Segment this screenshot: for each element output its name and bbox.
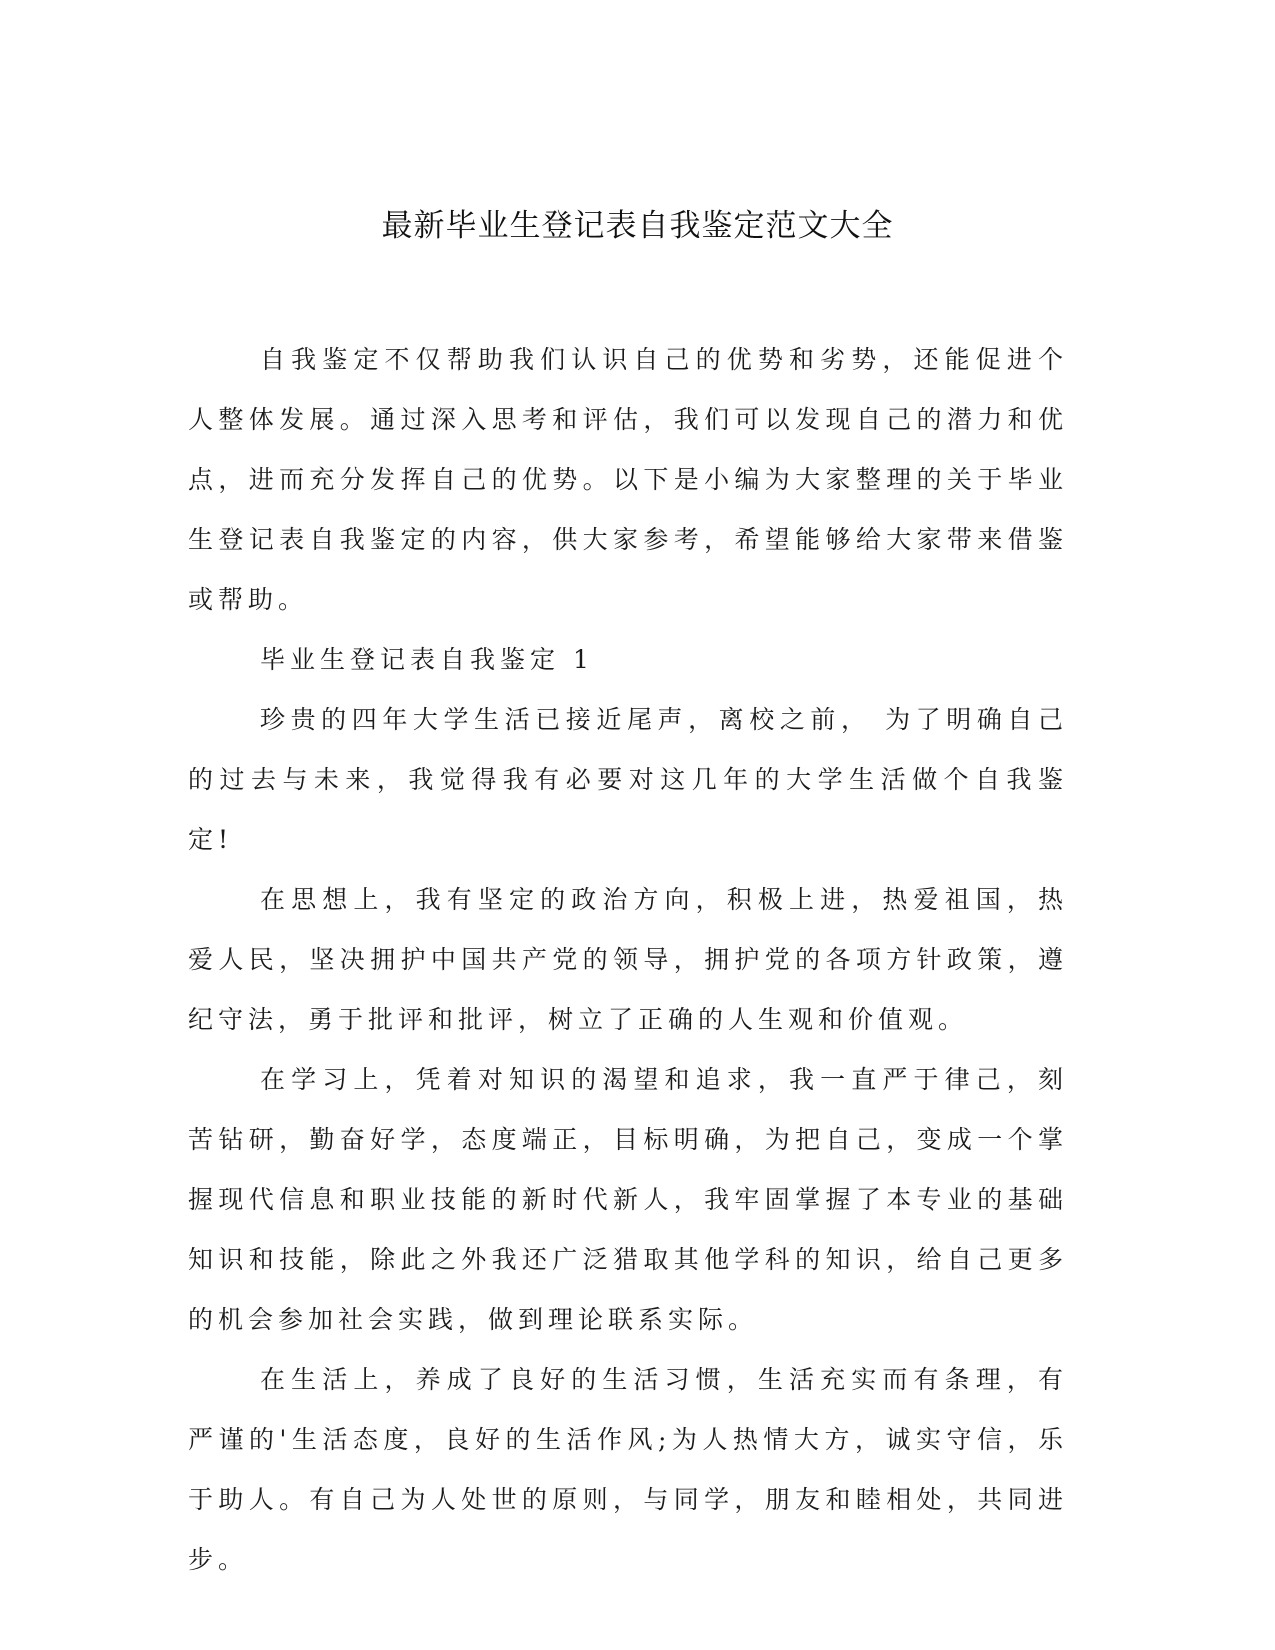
intro-paragraph: 自我鉴定不仅帮助我们认识自己的优势和劣势，还能促进个人整体发展。通过深入思考和评估，我们可以发现自己的潜力和优点，进而充分发挥自己的优势。以下是小编为大家整理的关于毕业生登记表自我鉴定的内容，供大家参考，希望能够给大家带来借鉴或帮助。 xyxy=(188,345,1068,614)
paragraph-opening: 珍贵的四年大学生活已接近尾声，离校之前， 为了明确自己的过去与未来，我觉得我有必要对这几年的大学生活做个自我鉴定! xyxy=(188,705,1068,854)
paragraph-study: 在学习上，凭着对知识的渴望和追求，我一直严于律己，刻苦钻研，勤奋好学，态度端正，目标明确，为把自己，变成一个掌握现代信息和职业技能的新时代新人，我牢固掌握了本专业的基础知识和技能，除此之外我还广泛猎取其他学科的知识，给自己更多的机会参加社会实践，做到理论联系实际。 xyxy=(188,1065,1068,1334)
document-title: 最新毕业生登记表自我鉴定范文大全 xyxy=(381,208,894,244)
paragraph-ideology: 在思想上，我有坚定的政治方向，积极上进，热爱祖国，热爱人民，坚决拥护中国共产党的领导，拥护党的各项方针政策，遵纪守法，勇于批评和批评，树立了正确的人生观和价值观。 xyxy=(188,885,1068,1034)
section-heading: 毕业生登记表自我鉴定 1 xyxy=(260,645,594,674)
paragraph-life: 在生活上，养成了良好的生活习惯，生活充实而有条理，有严谨的'生活态度，良好的生活作风;为人热情大方，诚实守信，乐于助人。有自己为人处世的原则，与同学，朋友和睦相处，共同进步。 xyxy=(188,1365,1068,1574)
document-body xyxy=(188,330,1068,1590)
